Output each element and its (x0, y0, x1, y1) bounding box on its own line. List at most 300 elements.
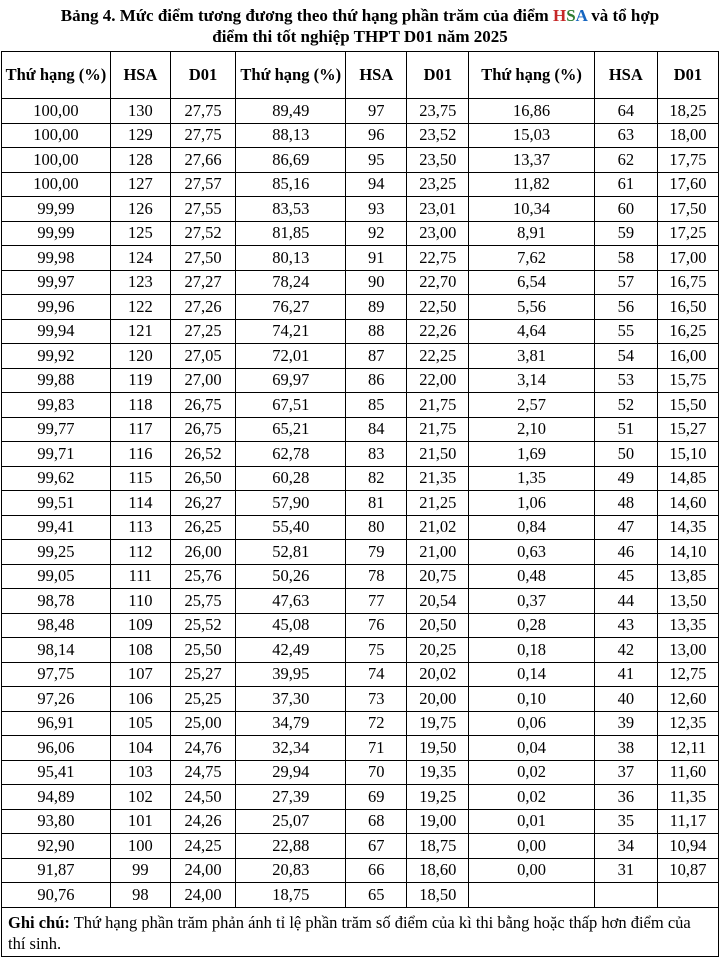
column-header: HSA (110, 52, 170, 99)
table-cell: 62 (594, 148, 657, 173)
table-cell: 100,00 (2, 99, 111, 124)
table-cell: 77 (346, 589, 407, 614)
table-cell: 105 (110, 711, 170, 736)
table-row (2, 417, 719, 442)
table-cell: 69,97 (236, 368, 346, 393)
table-cell: 44 (594, 589, 657, 614)
table-cell: 26,75 (170, 393, 235, 418)
table-cell: 118 (110, 393, 170, 418)
table-cell: 129 (110, 123, 170, 148)
table-cell: 14,35 (657, 515, 718, 540)
table-cell: 98 (110, 883, 170, 908)
table-cell: 15,03 (469, 123, 594, 148)
table-cell: 0,02 (469, 785, 594, 810)
table-cell: 92 (346, 221, 407, 246)
table-cell: 17,25 (657, 221, 718, 246)
table-cell: 84 (346, 417, 407, 442)
table-cell: 89,49 (236, 99, 346, 124)
table-cell: 50,26 (236, 564, 346, 589)
table-cell: 24,00 (170, 883, 235, 908)
table-cell: 18,00 (657, 123, 718, 148)
table-cell: 21,00 (407, 540, 469, 565)
table-cell: 106 (110, 687, 170, 712)
table-cell: 99,05 (2, 564, 111, 589)
table-cell: 47 (594, 515, 657, 540)
table-row (2, 270, 719, 295)
table-row (2, 246, 719, 271)
table-cell: 23,00 (407, 221, 469, 246)
table-cell: 46 (594, 540, 657, 565)
table-cell: 98,14 (2, 638, 111, 663)
header-row (2, 52, 719, 99)
table-cell: 27,26 (170, 295, 235, 320)
table-cell: 19,75 (407, 711, 469, 736)
table-cell: 39,95 (236, 662, 346, 687)
table-cell: 99,99 (2, 197, 111, 222)
table-row (2, 99, 719, 124)
table-cell: 52,81 (236, 540, 346, 565)
table-cell: 130 (110, 99, 170, 124)
table-row (2, 393, 719, 418)
table-cell: 89 (346, 295, 407, 320)
table-cell: 12,11 (657, 736, 718, 761)
table-row (2, 638, 719, 663)
table-cell: 27,66 (170, 148, 235, 173)
table-cell: 4,64 (469, 319, 594, 344)
table-cell: 96 (346, 123, 407, 148)
table-cell: 24,25 (170, 834, 235, 859)
table-cell: 117 (110, 417, 170, 442)
table-cell: 102 (110, 785, 170, 810)
table-cell: 92,90 (2, 834, 111, 859)
table-cell: 15,75 (657, 368, 718, 393)
table-cell: 15,27 (657, 417, 718, 442)
table-cell: 47,63 (236, 589, 346, 614)
table-cell: 21,50 (407, 442, 469, 467)
table-cell: 86,69 (236, 148, 346, 173)
table-cell: 25,27 (170, 662, 235, 687)
table-cell: 99,41 (2, 515, 111, 540)
table-cell: 100 (110, 834, 170, 859)
table-row (2, 515, 719, 540)
table-cell: 80 (346, 515, 407, 540)
table-title (0, 0, 720, 51)
table-cell: 27,39 (236, 785, 346, 810)
table-cell: 121 (110, 319, 170, 344)
table-cell: 13,85 (657, 564, 718, 589)
table-cell: 51 (594, 417, 657, 442)
table-cell: 20,54 (407, 589, 469, 614)
table-cell: 95 (346, 148, 407, 173)
table-cell: 68 (346, 809, 407, 834)
table-cell: 86 (346, 368, 407, 393)
table-cell: 115 (110, 466, 170, 491)
table-cell: 64 (594, 99, 657, 124)
table-cell: 127 (110, 172, 170, 197)
table-cell: 1,06 (469, 491, 594, 516)
column-header: D01 (170, 52, 235, 99)
table-cell: 107 (110, 662, 170, 687)
table-cell: 120 (110, 344, 170, 369)
table-cell: 26,27 (170, 491, 235, 516)
table-cell: 36 (594, 785, 657, 810)
table-row (2, 834, 719, 859)
table-cell: 19,50 (407, 736, 469, 761)
table-cell: 19,35 (407, 760, 469, 785)
table-cell: 0,18 (469, 638, 594, 663)
table-cell: 71 (346, 736, 407, 761)
table-cell: 99,51 (2, 491, 111, 516)
table-row (2, 883, 719, 908)
table-cell: 53 (594, 368, 657, 393)
table-cell: 75 (346, 638, 407, 663)
table-cell: 18,60 (407, 858, 469, 883)
table-cell: 78,24 (236, 270, 346, 295)
column-header: D01 (657, 52, 718, 99)
table-cell: 85 (346, 393, 407, 418)
table-cell: 56 (594, 295, 657, 320)
table-cell: 0,14 (469, 662, 594, 687)
table-cell: 27,00 (170, 368, 235, 393)
table-cell: 26,25 (170, 515, 235, 540)
table-cell: 10,94 (657, 834, 718, 859)
table-cell: 73 (346, 687, 407, 712)
table-cell: 60 (594, 197, 657, 222)
table-cell: 25,25 (170, 687, 235, 712)
table-row (2, 589, 719, 614)
table-cell: 42 (594, 638, 657, 663)
table-cell: 16,75 (657, 270, 718, 295)
table-cell: 76,27 (236, 295, 346, 320)
table-cell: 100,00 (2, 172, 111, 197)
table-cell: 12,60 (657, 687, 718, 712)
table-cell: 45 (594, 564, 657, 589)
table-cell: 110 (110, 589, 170, 614)
table-cell: 93 (346, 197, 407, 222)
table-cell: 65 (346, 883, 407, 908)
table-cell (657, 883, 718, 908)
table-cell: 101 (110, 809, 170, 834)
table-cell: 26,00 (170, 540, 235, 565)
table-cell: 21,25 (407, 491, 469, 516)
table-cell: 66 (346, 858, 407, 883)
table-cell: 34 (594, 834, 657, 859)
note-text: Thứ hạng phần trăm phản ánh tỉ lệ phần trăm số điểm của kì thi bằng hoặc thấp hơn điểm của thí sinh. (8, 912, 691, 953)
table-cell: 67,51 (236, 393, 346, 418)
table-cell: 99,71 (2, 442, 111, 467)
table-cell: 32,34 (236, 736, 346, 761)
table-cell: 17,75 (657, 148, 718, 173)
table-cell: 67 (346, 834, 407, 859)
table-cell: 48 (594, 491, 657, 516)
table-row (2, 344, 719, 369)
table-cell: 112 (110, 540, 170, 565)
table-cell: 16,25 (657, 319, 718, 344)
note-label: Ghi chú: (8, 912, 70, 932)
table-cell: 90,76 (2, 883, 111, 908)
table-cell: 69 (346, 785, 407, 810)
table-cell: 20,83 (236, 858, 346, 883)
table-cell: 38 (594, 736, 657, 761)
table-cell: 17,60 (657, 172, 718, 197)
table-cell: 65,21 (236, 417, 346, 442)
table-cell: 13,37 (469, 148, 594, 173)
table-cell: 99,25 (2, 540, 111, 565)
table-cell: 97,26 (2, 687, 111, 712)
table-cell: 94 (346, 172, 407, 197)
table-cell: 34,79 (236, 711, 346, 736)
table-cell: 25,07 (236, 809, 346, 834)
table-cell: 16,50 (657, 295, 718, 320)
table-cell: 78 (346, 564, 407, 589)
table-cell: 20,50 (407, 613, 469, 638)
table-row (2, 613, 719, 638)
table-cell: 12,35 (657, 711, 718, 736)
table-cell: 0,84 (469, 515, 594, 540)
table-cell: 0,04 (469, 736, 594, 761)
hsa-letter-s: S (566, 6, 576, 25)
table-cell: 2,57 (469, 393, 594, 418)
table-cell: 50 (594, 442, 657, 467)
table-cell: 21,02 (407, 515, 469, 540)
table-cell: 20,25 (407, 638, 469, 663)
table-cell: 124 (110, 246, 170, 271)
table-cell: 20,00 (407, 687, 469, 712)
table-cell: 59 (594, 221, 657, 246)
table-cell: 94,89 (2, 785, 111, 810)
table-cell: 62,78 (236, 442, 346, 467)
table-cell: 19,00 (407, 809, 469, 834)
table-cell: 17,00 (657, 246, 718, 271)
table-cell: 99,77 (2, 417, 111, 442)
title-suffix: và tổ hợp (587, 6, 660, 25)
table-cell: 90 (346, 270, 407, 295)
table-row (2, 148, 719, 173)
table-cell: 63 (594, 123, 657, 148)
table-row (2, 368, 719, 393)
table-row (2, 687, 719, 712)
table-row (2, 736, 719, 761)
table-cell: 97,75 (2, 662, 111, 687)
column-header: HSA (594, 52, 657, 99)
table-cell: 15,50 (657, 393, 718, 418)
table-cell: 35 (594, 809, 657, 834)
table-row (2, 662, 719, 687)
table-cell: 18,75 (236, 883, 346, 908)
table-cell: 24,76 (170, 736, 235, 761)
table-cell: 24,75 (170, 760, 235, 785)
table-row (2, 491, 719, 516)
table-cell: 31 (594, 858, 657, 883)
table-cell: 24,26 (170, 809, 235, 834)
table-cell: 15,10 (657, 442, 718, 467)
table-cell: 52 (594, 393, 657, 418)
table-body (2, 99, 719, 908)
table-cell: 41 (594, 662, 657, 687)
table-cell: 16,86 (469, 99, 594, 124)
table-cell: 87 (346, 344, 407, 369)
table-cell: 85,16 (236, 172, 346, 197)
table-cell: 99,98 (2, 246, 111, 271)
table-cell: 45,08 (236, 613, 346, 638)
hsa-letter-a: A (575, 6, 588, 25)
column-header: Thứ hạng (%) (236, 52, 346, 99)
table-cell: 6,54 (469, 270, 594, 295)
table-cell: 23,50 (407, 148, 469, 173)
table-row (2, 442, 719, 467)
table-cell: 20,75 (407, 564, 469, 589)
table-cell: 20,02 (407, 662, 469, 687)
table-cell: 14,60 (657, 491, 718, 516)
table-row (2, 760, 719, 785)
table-cell: 3,81 (469, 344, 594, 369)
table-cell: 37 (594, 760, 657, 785)
table-cell: 109 (110, 613, 170, 638)
table-cell: 3,14 (469, 368, 594, 393)
table-cell: 27,55 (170, 197, 235, 222)
table-row (2, 858, 719, 883)
table-cell: 42,49 (236, 638, 346, 663)
table-row (2, 197, 719, 222)
hsa-letter-h: H (552, 6, 567, 25)
table-cell: 40 (594, 687, 657, 712)
column-header: Thứ hạng (%) (469, 52, 594, 99)
table-cell: 57 (594, 270, 657, 295)
table-cell: 17,50 (657, 197, 718, 222)
table-cell: 2,10 (469, 417, 594, 442)
table-cell: 57,90 (236, 491, 346, 516)
table-cell: 98,78 (2, 589, 111, 614)
table-cell: 13,50 (657, 589, 718, 614)
table-cell: 19,25 (407, 785, 469, 810)
table-cell: 97 (346, 99, 407, 124)
table-cell: 83 (346, 442, 407, 467)
table-cell: 22,25 (407, 344, 469, 369)
table-cell: 10,87 (657, 858, 718, 883)
table-cell: 8,91 (469, 221, 594, 246)
table-row (2, 711, 719, 736)
table-cell: 99,97 (2, 270, 111, 295)
table-cell: 18,50 (407, 883, 469, 908)
table-cell: 18,25 (657, 99, 718, 124)
table-cell: 0,00 (469, 858, 594, 883)
column-header: Thứ hạng (%) (2, 52, 111, 99)
table-cell: 96,91 (2, 711, 111, 736)
table-cell: 49 (594, 466, 657, 491)
table-cell: 100,00 (2, 148, 111, 173)
table-cell: 125 (110, 221, 170, 246)
table-cell: 25,00 (170, 711, 235, 736)
table-cell: 14,85 (657, 466, 718, 491)
table-row (2, 809, 719, 834)
table-cell: 72,01 (236, 344, 346, 369)
table-cell: 99,83 (2, 393, 111, 418)
table-cell: 21,75 (407, 393, 469, 418)
table-cell: 23,75 (407, 99, 469, 124)
table-cell: 25,50 (170, 638, 235, 663)
table-cell: 22,70 (407, 270, 469, 295)
table-cell: 22,26 (407, 319, 469, 344)
table-row (2, 540, 719, 565)
table-cell: 79 (346, 540, 407, 565)
table-cell: 111 (110, 564, 170, 589)
note-row (2, 907, 719, 956)
table-cell: 55 (594, 319, 657, 344)
table-cell: 27,52 (170, 221, 235, 246)
table-cell: 83,53 (236, 197, 346, 222)
table-cell: 29,94 (236, 760, 346, 785)
score-table (1, 51, 719, 957)
table-cell: 24,00 (170, 858, 235, 883)
table-cell: 74,21 (236, 319, 346, 344)
table-cell: 122 (110, 295, 170, 320)
note-cell (2, 907, 719, 956)
table-cell: 0,00 (469, 834, 594, 859)
table-cell: 26,52 (170, 442, 235, 467)
table-cell: 23,25 (407, 172, 469, 197)
table-cell: 25,52 (170, 613, 235, 638)
table-cell: 93,80 (2, 809, 111, 834)
table-cell: 54 (594, 344, 657, 369)
table-cell: 43 (594, 613, 657, 638)
table-cell: 0,48 (469, 564, 594, 589)
table-cell: 13,35 (657, 613, 718, 638)
table-cell: 11,35 (657, 785, 718, 810)
table-cell: 0,63 (469, 540, 594, 565)
table-cell: 91 (346, 246, 407, 271)
table-cell: 23,52 (407, 123, 469, 148)
table-cell: 99,99 (2, 221, 111, 246)
table-cell: 128 (110, 148, 170, 173)
table-cell: 116 (110, 442, 170, 467)
table-cell: 74 (346, 662, 407, 687)
table-cell: 0,37 (469, 589, 594, 614)
table-cell: 60,28 (236, 466, 346, 491)
table-cell: 100,00 (2, 123, 111, 148)
table-cell: 21,75 (407, 417, 469, 442)
table-cell: 24,50 (170, 785, 235, 810)
table-cell: 10,34 (469, 197, 594, 222)
table-cell: 26,75 (170, 417, 235, 442)
table-cell: 88 (346, 319, 407, 344)
table-cell: 113 (110, 515, 170, 540)
table-cell: 95,41 (2, 760, 111, 785)
table-row (2, 466, 719, 491)
table-cell: 70 (346, 760, 407, 785)
table-row (2, 564, 719, 589)
table-cell: 14,10 (657, 540, 718, 565)
table-cell: 58 (594, 246, 657, 271)
table-cell: 0,02 (469, 760, 594, 785)
table-cell: 99,96 (2, 295, 111, 320)
column-header: HSA (346, 52, 407, 99)
table-cell: 27,27 (170, 270, 235, 295)
table-row (2, 172, 719, 197)
table-cell: 22,75 (407, 246, 469, 271)
table-cell: 39 (594, 711, 657, 736)
table-cell: 96,06 (2, 736, 111, 761)
table-cell: 27,75 (170, 99, 235, 124)
table-cell: 0,06 (469, 711, 594, 736)
table-cell: 82 (346, 466, 407, 491)
table-cell: 16,00 (657, 344, 718, 369)
table-cell: 37,30 (236, 687, 346, 712)
table-cell: 104 (110, 736, 170, 761)
table-row (2, 123, 719, 148)
table-cell: 81,85 (236, 221, 346, 246)
table-cell: 99,62 (2, 466, 111, 491)
table-cell: 126 (110, 197, 170, 222)
